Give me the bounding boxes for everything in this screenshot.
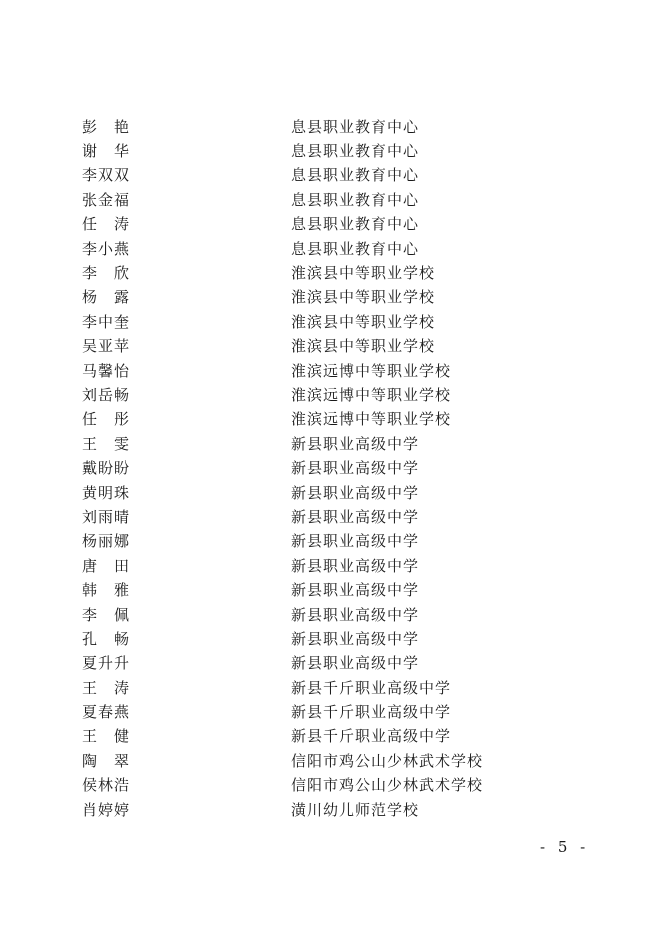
- person-name: 谢 华: [82, 142, 131, 161]
- list-item: [82, 114, 542, 138]
- person-name: 陶 翠: [82, 751, 131, 770]
- list-item: [82, 212, 542, 236]
- list-item: [82, 309, 542, 333]
- person-name: 王 健: [82, 727, 131, 746]
- school-name: 息县职业教育中心: [291, 166, 420, 185]
- list-item: [82, 407, 542, 431]
- school-name: 信阳市鸡公山少林武术学校: [291, 776, 484, 795]
- school-name: 息县职业教育中心: [291, 190, 420, 209]
- person-name: 吴亚苹: [82, 337, 131, 356]
- person-name: 唐 田: [82, 556, 131, 575]
- school-name: 新县职业高级中学: [291, 654, 420, 673]
- school-name: 息县职业教育中心: [291, 239, 420, 258]
- list-item: [82, 260, 542, 284]
- person-name: 戴盼盼: [82, 459, 131, 478]
- list-item: [82, 748, 542, 772]
- list-item: [82, 797, 542, 821]
- school-name: 新县职业高级中学: [291, 629, 420, 648]
- person-name: 王 涛: [82, 678, 131, 697]
- person-name: 夏春燕: [82, 703, 131, 722]
- person-name: 李中奎: [82, 312, 131, 331]
- name-list: [82, 114, 542, 821]
- person-name: 李 欣: [82, 264, 131, 283]
- person-name: 韩 雅: [82, 581, 131, 600]
- list-item: [82, 577, 542, 601]
- person-name: 李 佩: [82, 605, 131, 624]
- person-name: 杨丽娜: [82, 532, 131, 551]
- school-name: 淮滨远博中等职业学校: [291, 410, 452, 429]
- person-name: 黄明珠: [82, 483, 131, 502]
- list-item: [82, 480, 542, 504]
- list-item: [82, 504, 542, 528]
- list-item: [82, 285, 542, 309]
- person-name: 刘雨晴: [82, 507, 131, 526]
- list-item: [82, 163, 542, 187]
- page-number: - 5 -: [540, 838, 590, 856]
- person-name: 侯林浩: [82, 776, 131, 795]
- list-item: [82, 602, 542, 626]
- person-name: 杨 露: [82, 288, 131, 307]
- school-name: 新县千斤职业高级中学: [291, 727, 452, 746]
- person-name: 李小燕: [82, 239, 131, 258]
- person-name: 马馨怡: [82, 361, 131, 380]
- list-item: [82, 138, 542, 162]
- school-name: 淮滨远博中等职业学校: [291, 361, 452, 380]
- school-name: 息县职业教育中心: [291, 117, 420, 136]
- list-item: [82, 724, 542, 748]
- person-name: 任 涛: [82, 215, 131, 234]
- school-name: 淮滨县中等职业学校: [291, 264, 436, 283]
- school-name: 淮滨远博中等职业学校: [291, 385, 452, 404]
- school-name: 新县职业高级中学: [291, 507, 420, 526]
- school-name: 新县职业高级中学: [291, 459, 420, 478]
- school-name: 新县千斤职业高级中学: [291, 703, 452, 722]
- list-item: [82, 626, 542, 650]
- school-name: 信阳市鸡公山少林武术学校: [291, 751, 484, 770]
- school-name: 新县职业高级中学: [291, 581, 420, 600]
- school-name: 新县千斤职业高级中学: [291, 678, 452, 697]
- school-name: 新县职业高级中学: [291, 434, 420, 453]
- school-name: 新县职业高级中学: [291, 605, 420, 624]
- school-name: 新县职业高级中学: [291, 556, 420, 575]
- list-item: [82, 187, 542, 211]
- list-item: [82, 699, 542, 723]
- person-name: 王 雯: [82, 434, 131, 453]
- person-name: 张金福: [82, 190, 131, 209]
- school-name: 息县职业教育中心: [291, 142, 420, 161]
- list-item: [82, 358, 542, 382]
- list-item: [82, 455, 542, 479]
- list-item: [82, 334, 542, 358]
- person-name: 彭 艳: [82, 117, 131, 136]
- person-name: 肖婷婷: [82, 800, 131, 819]
- school-name: 淮滨县中等职业学校: [291, 288, 436, 307]
- list-item: [82, 431, 542, 455]
- person-name: 夏升升: [82, 654, 131, 673]
- person-name: 孔 畅: [82, 629, 131, 648]
- list-item: [82, 236, 542, 260]
- school-name: 新县职业高级中学: [291, 483, 420, 502]
- person-name: 刘岳畅: [82, 385, 131, 404]
- school-name: 潢川幼儿师范学校: [291, 800, 420, 819]
- list-item: [82, 553, 542, 577]
- list-item: [82, 675, 542, 699]
- school-name: 淮滨县中等职业学校: [291, 312, 436, 331]
- list-item: [82, 529, 542, 553]
- person-name: 任 彤: [82, 410, 131, 429]
- list-item: [82, 651, 542, 675]
- school-name: 息县职业教育中心: [291, 215, 420, 234]
- school-name: 新县职业高级中学: [291, 532, 420, 551]
- school-name: 淮滨县中等职业学校: [291, 337, 436, 356]
- list-item: [82, 382, 542, 406]
- list-item: [82, 773, 542, 797]
- person-name: 李双双: [82, 166, 131, 185]
